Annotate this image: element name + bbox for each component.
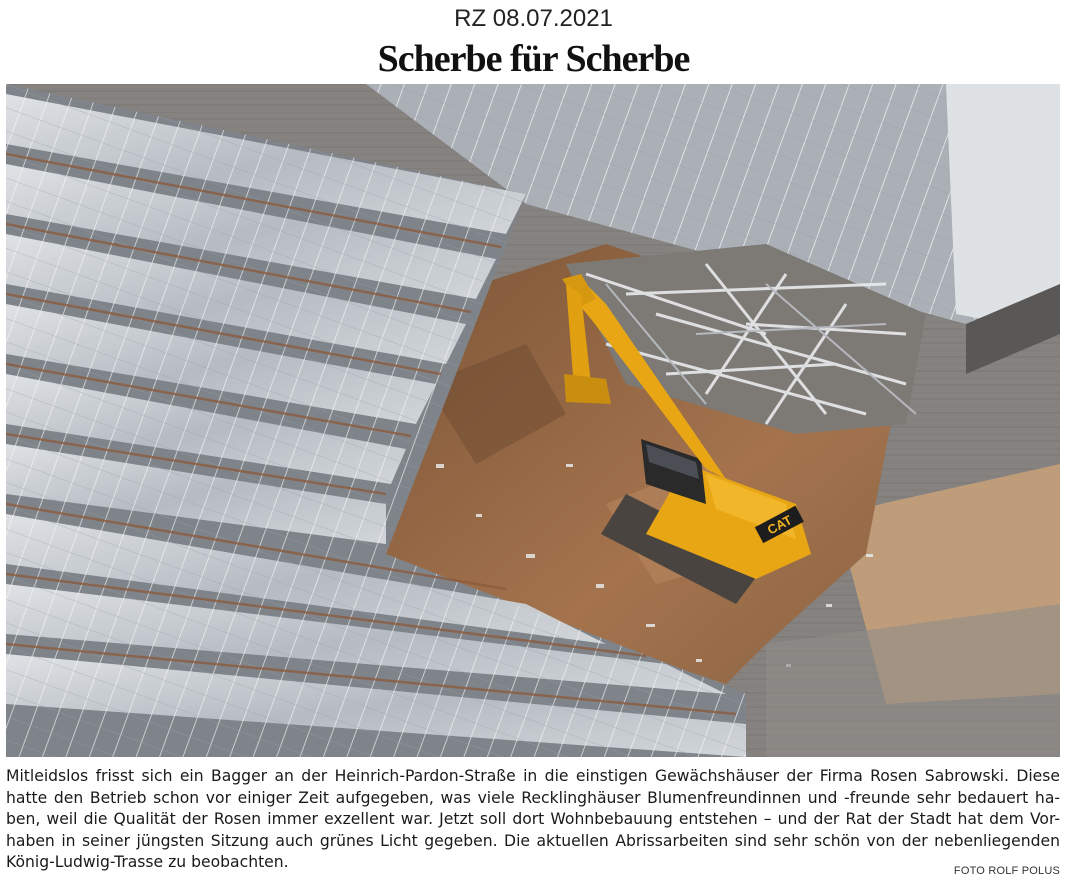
dateline: RZ 08.07.2021 (454, 5, 613, 32)
demolition-photo (6, 84, 1060, 757)
caption-line: König-Ludwig-Trasse zu beobachten. (6, 853, 289, 871)
photo-credit: FOTO ROLF POLUS (953, 865, 1060, 877)
caption-line: haben in seiner jüngsten Sitzung auch grünes Licht gegeben. Die aktuellen Abrissarbeiten sind sehr schön von der nebenliegenden (6, 831, 1060, 850)
caption-line: hatte den Betrieb schon vor einiger Zeit aufgegeben, was viele Recklinghäuser Blumenfreundinnen und -freunde sehr bedauert ha- (6, 788, 1060, 807)
caption (6, 766, 1060, 874)
headline: Scherbe für Scherbe (377, 38, 690, 80)
caption-line: Mitleidslos frisst sich ein Bagger an der Heinrich-Pardon-Straße in die einstigen Gewächshäuser der Firma Rosen Sabrowski. Diese (6, 767, 1060, 785)
caption-line: ben, weil die Qualität der Rosen immer exzellent war. Jetzt soll dort Wohnbebauung entstehen – und der Rat der Stadt hat dem Vor- (6, 810, 1060, 828)
cat-logo: CAT (764, 512, 795, 538)
